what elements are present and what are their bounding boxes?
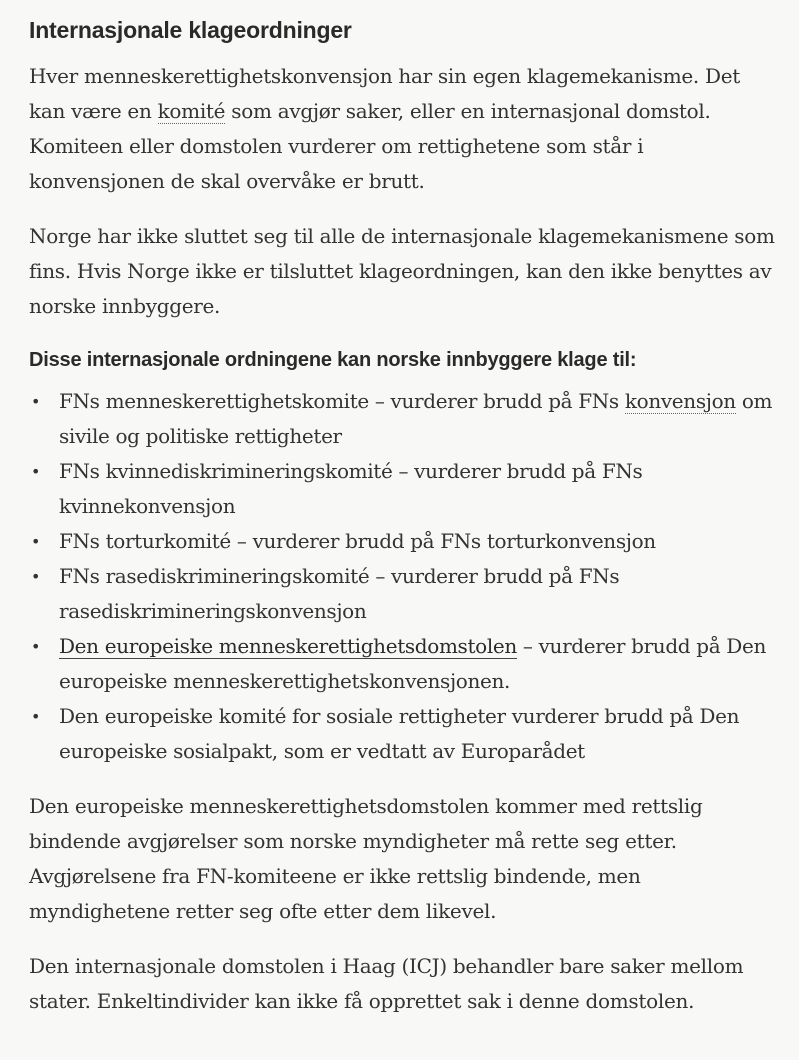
bullet-icon: • xyxy=(31,707,41,726)
paragraph-1-text-start: Hver menneskerettighetskonvensjon har sin egen klagemekanisme. Det kan være en xyxy=(29,64,741,123)
list-item xyxy=(29,559,781,629)
list-item xyxy=(29,629,781,699)
list-item xyxy=(29,384,781,454)
paragraph-norway-membership: Norge har ikke sluttet seg til alle de internasjonale klagemekanismene som fins. Hvis Norge ikke er tilsluttet klageordningen, kan den ikke benyttes av norske innbyggere. xyxy=(29,224,775,318)
paragraph-complaint-mechanisms xyxy=(29,59,781,199)
list-item-text: FNs torturkomité – vurderer brudd på FNs torturkonvensjon xyxy=(59,529,656,553)
list-item xyxy=(29,524,781,559)
list-item-text-start: FNs menneskerettighetskomite – vurderer brudd på FNs xyxy=(59,389,625,413)
bullet-icon: • xyxy=(31,637,41,656)
list-item-text-end: om sivile og politiske rettigheter xyxy=(59,389,773,448)
echr-court-link[interactable]: Den europeiske menneskerettighetsdomstolen xyxy=(59,634,517,658)
section-heading: Internasjonale klageordninger xyxy=(29,17,352,43)
list-item xyxy=(29,454,781,524)
list-item-text: Den europeiske komité for sosiale rettigheter vurderer brudd på Den europeiske sosialpakt, som er vedtatt av Europarådet xyxy=(59,704,740,763)
glossary-term-komite[interactable]: komité xyxy=(157,99,226,123)
paragraph-1-text-end: som avgjør saker, eller en internasjonal domstol. Komiteen eller domstolen vurderer om rettighetene som står i konvensjonen de skal overvåke er brutt. xyxy=(29,99,711,193)
paragraph-binding-decisions: Den europeiske menneskerettighetsdomstolen kommer med rettslig bindende avgjørelser som norske myndigheter må rette seg etter. Avgjørelsene fra FN-komiteene er ikke rettslig bindende, men myndighetene retter seg ofte etter dem likevel. xyxy=(29,794,703,923)
complaint-bodies-list xyxy=(29,384,781,769)
bullet-icon: • xyxy=(31,532,41,551)
list-item-text: FNs kvinnediskrimineringskomité – vurderer brudd på FNs kvinnekonvensjon xyxy=(59,459,643,518)
bullet-icon: • xyxy=(31,567,41,586)
list-item-text-end: – vurderer brudd på Den europeiske menneskerettighetskonvensjonen. xyxy=(59,634,766,693)
list-item-text: FNs rasediskrimineringskomité – vurderer brudd på FNs rasediskrimineringskonvensjon xyxy=(59,564,620,623)
list-item xyxy=(29,699,781,769)
paragraph-icj: Den internasjonale domstolen i Haag (ICJ) behandler bare saker mellom stater. Enkeltindivider kan ikke få opprettet sak i denne domstolen. xyxy=(29,954,744,1013)
bullet-icon: • xyxy=(31,392,41,411)
glossary-term-konvensjon[interactable]: konvensjon xyxy=(624,389,736,413)
bullet-icon: • xyxy=(31,462,41,481)
list-heading: Disse internasjonale ordningene kan norske innbyggere klage til: xyxy=(29,349,637,371)
